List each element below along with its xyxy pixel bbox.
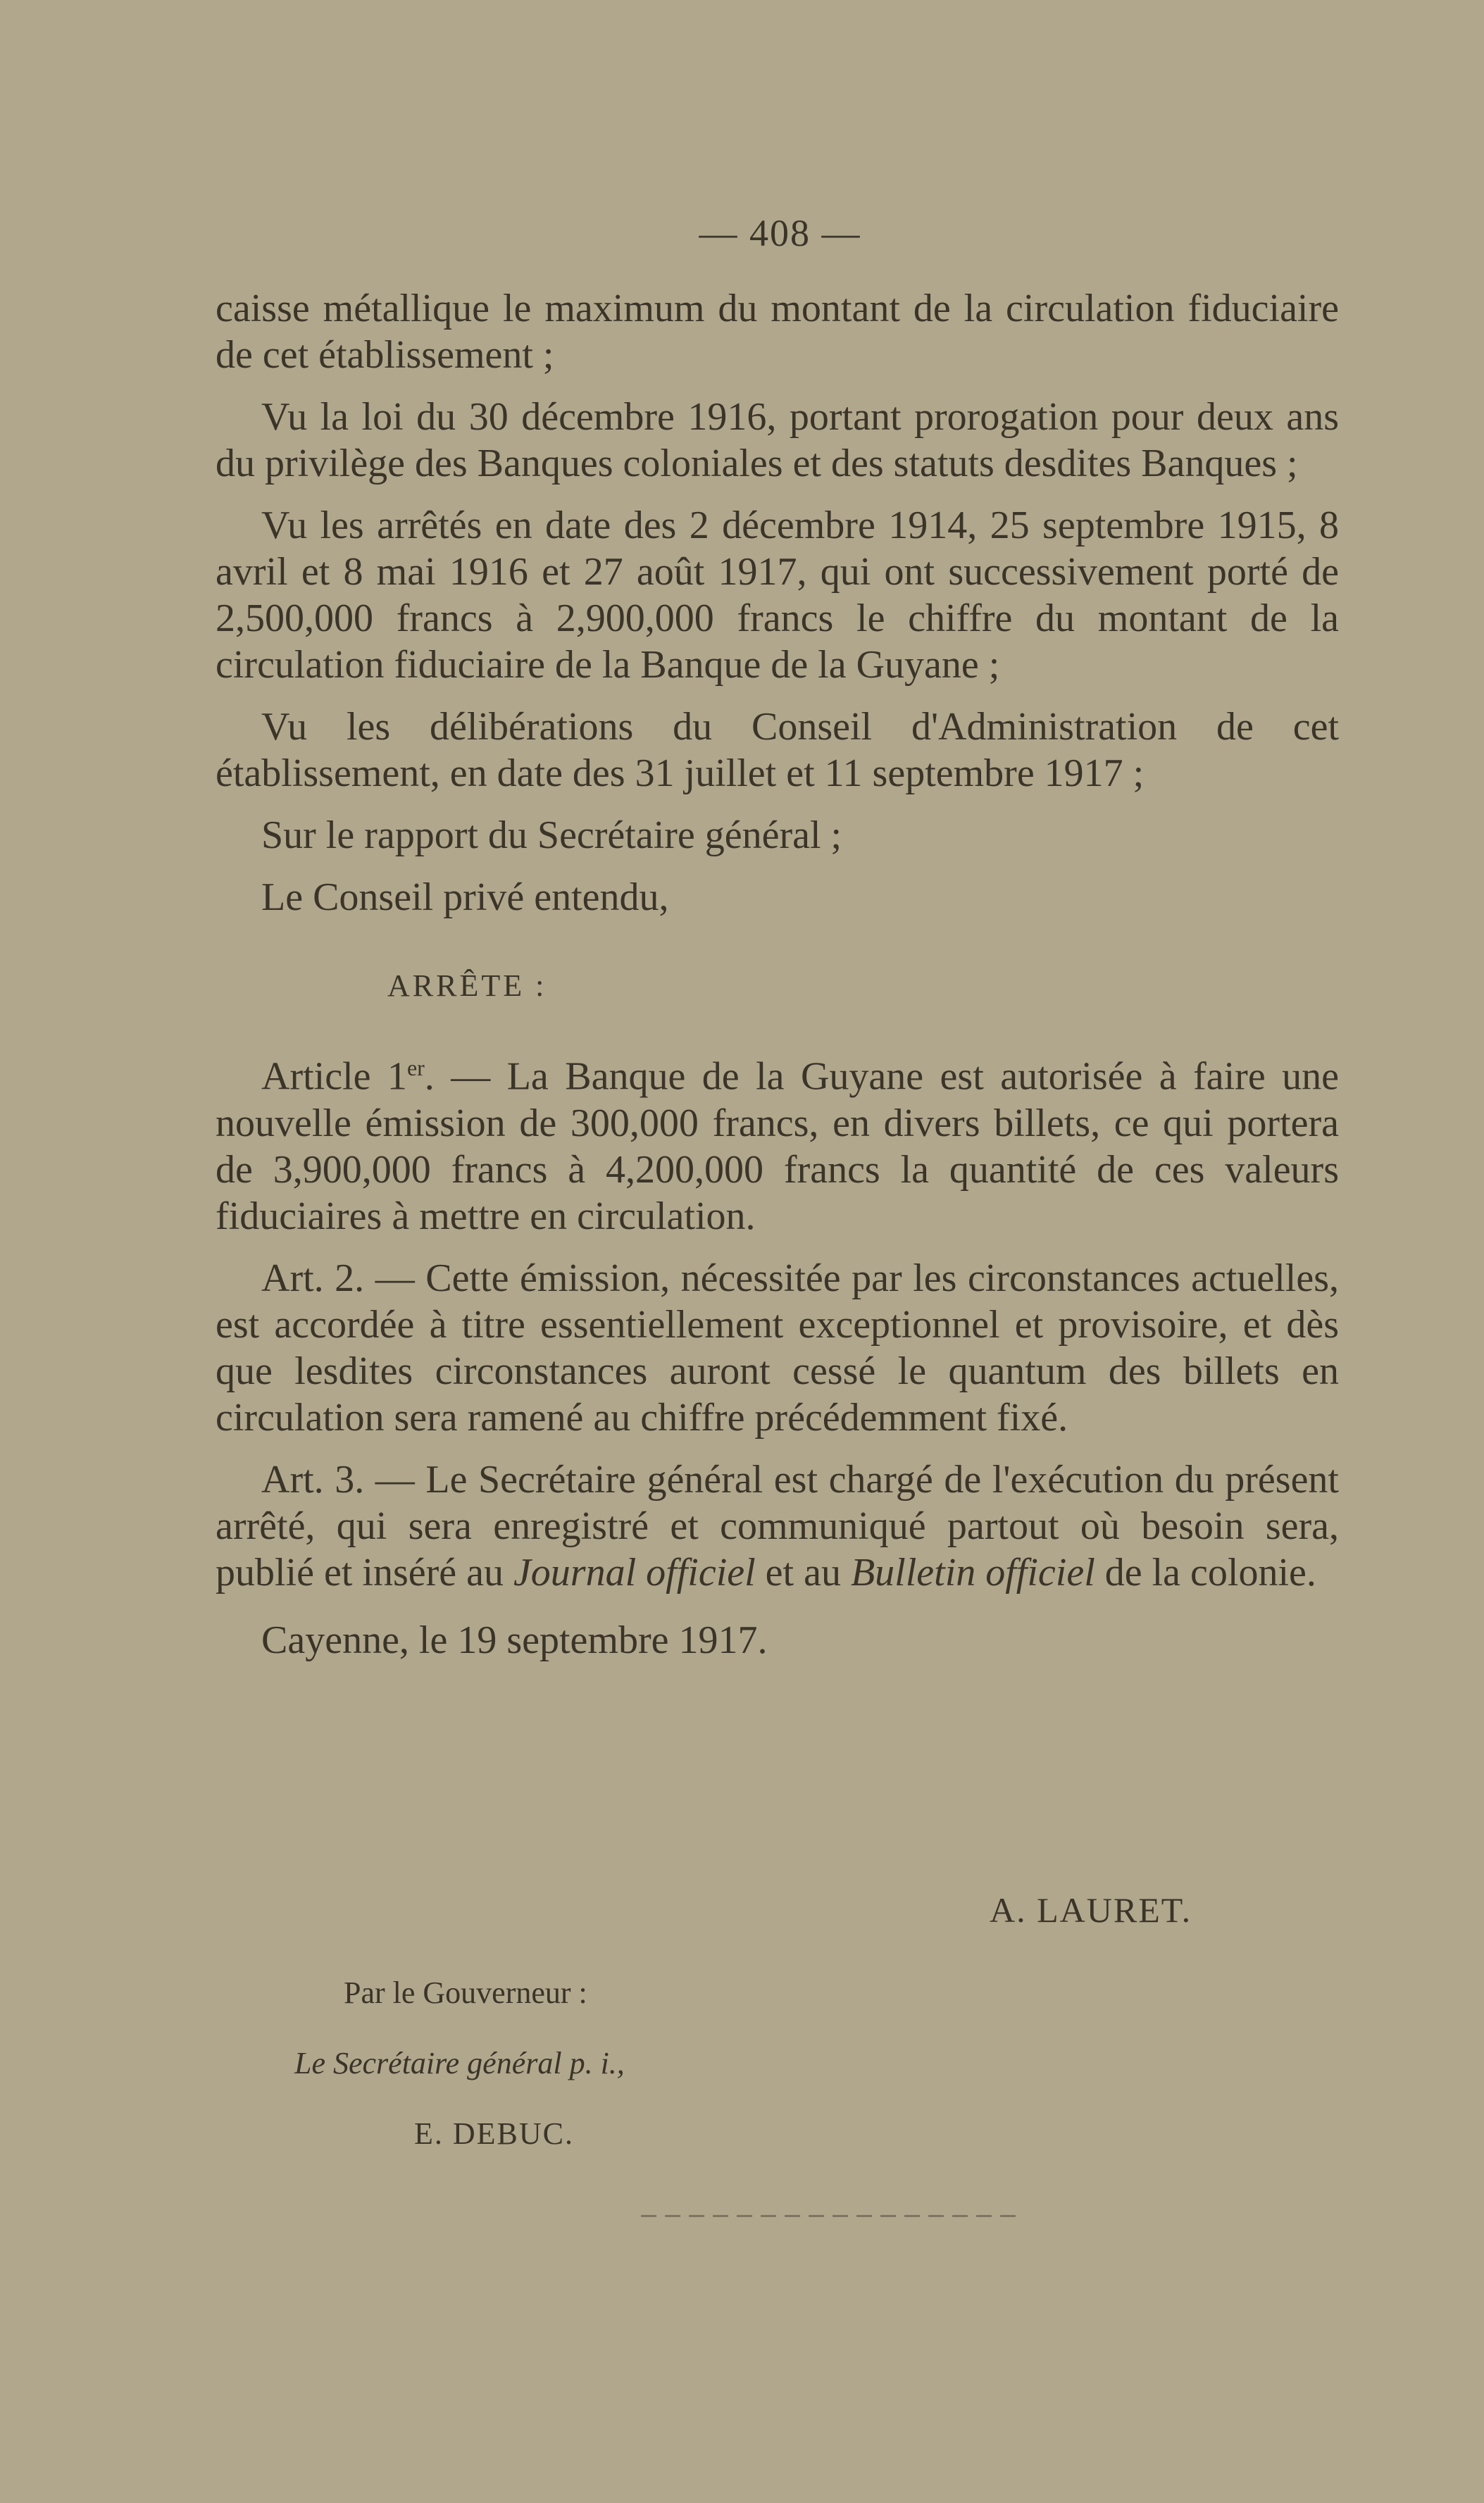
countersign-line-1: Par le Gouverneur : [344,1975,587,2010]
date-line: Cayenne, le 19 septembre 1917. [261,1618,768,1662]
decree-heading: ARRÊTE : [387,968,547,1003]
paragraph-1: caisse métallique le maximum du montant de la circulation fiduciaire de cet établissement ; [216,287,1339,377]
article-3-journal: Journal officiel [513,1550,756,1594]
article-3-middle: et au [755,1550,851,1594]
article-1-text: . — La Banque de la Guyane est autorisée à faire une nouvelle émission de 300,000 francs, en divers billets, ce qui portera de 3,900,000 francs à 4,200,000 francs la quantité de ces valeurs fiduciaires à mettre en circulation. [216,1054,1339,1238]
article-3 [216,1456,1339,1596]
page-number: — 408 — [699,212,861,254]
article-1-sup: er [406,1055,425,1080]
article-1-label: Article 1 [261,1054,407,1099]
paragraph-4: Vu les délibérations du Conseil d'Administration de cet établissement, en date des 31 juillet et 11 septembre 1917 ; [216,705,1339,795]
article-3-after: de la colonie. [1095,1550,1316,1594]
paragraph-2: Vu la loi du 30 décembre 1916, portant prorogation pour deux ans du privilège des Banques coloniales et des statuts desdites Banques ; [216,395,1339,485]
article-2: Art. 2. — Cette émission, nécessitée par les circonstances actuelles, est accordée à titre essentiellement exceptionnel et provisoire, et dès que lesdites circonstances auront cessé le quantum des billets en circulation sera ramené au chiffre précédemment fixé. [216,1256,1339,1440]
countersign-block [294,1958,780,2169]
article-3-bulletin: Bulletin officiel [850,1550,1095,1594]
closing-rule [641,2215,1021,2217]
article-1 [216,1044,1339,1240]
paragraph-5: Sur le rapport du Secrétaire général ; [261,813,842,857]
countersign-line-2: Le Secrétaire général p. i., [294,2046,625,2080]
paragraph-3: Vu les arrêtés en date des 2 décembre 1914, 25 septembre 1915, 8 avril et 8 mai 1916 et 27 août 1917, qui ont successivement porté de 2,500,000 francs à 2,900,000 francs le chiffre du montant de la circulation fiduciaire de la Banque de la Guyane ; [216,504,1339,687]
article-3-before: Art. 3. — Le Secrétaire général est chargé de l'exécution du présent arrêté, qui sera enregistré et communiqué partout où besoin sera, publié et inséré au [216,1457,1339,1594]
paragraph-6: Le Conseil privé entendu, [261,875,669,919]
countersign-line-3: E. DEBUC. [414,2116,574,2151]
body-text [216,285,1339,1679]
governor-signature: A. LAURET. [990,1890,1192,1930]
